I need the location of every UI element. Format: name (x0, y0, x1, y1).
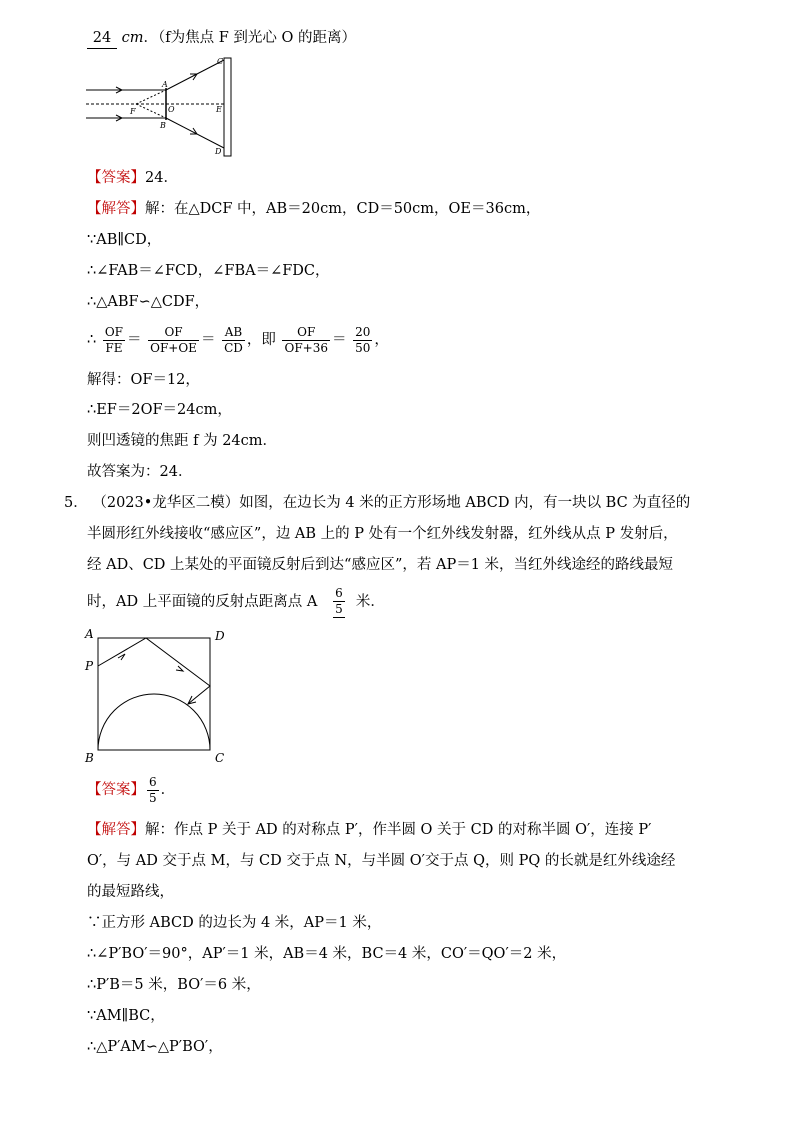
q5-solution-2: O′，与 AD 交于点 M，与 CD 交于点 N，与半圆 O′交于点 Q，则 PQ 的长就是红外线途经 (87, 853, 676, 869)
note: ．（f为焦点 F 到光心 O 的距离） (143, 30, 356, 46)
q4-solution-intro: 【解答】解：在△DCF 中，AB＝20cm，CD＝50cm，OE＝36cm， (87, 201, 541, 217)
q5-line-3: 经 AD、CD 上某处的平面镜反射后到达“感应区”，若 AP＝1 米，当红外线途经的路线最短 (87, 557, 674, 573)
q5-solution-8: ∴△P′AM∽△P′BO′， (87, 1039, 223, 1055)
label-a: A (162, 80, 168, 89)
q4-step-2: ∴∠FAB＝∠FCD，∠FBA＝∠FDC， (87, 263, 330, 279)
q5-solution-6: ∴P′B＝5 米，BO′＝6 米， (87, 977, 261, 993)
answer-label: 【答案】 (87, 782, 145, 798)
label-f: F (130, 107, 136, 116)
label-e: E (216, 105, 222, 114)
q5-solution-7: ∵AM∥BC， (87, 1008, 165, 1024)
question-number: 5． (64, 495, 88, 511)
answer-label: 【答案】 (87, 170, 145, 186)
q5-answer: 【答案】 $\frac{6}{5}$ ． (87, 774, 176, 805)
label-d: D (215, 629, 225, 643)
blank-answer: $\frac{6}{5}$ (335, 586, 343, 616)
label-o: O (168, 105, 175, 114)
q4-final: 故答案为：24． (87, 464, 193, 480)
q5-solution-1: 【解答】解：作点 P 关于 AD 的对称点 P′，作半圆 O 关于 CD 的对称半圆 O′，连接 P′ (87, 822, 652, 838)
label-b: B (85, 751, 94, 765)
label-b: B (160, 121, 166, 130)
blank-answer: 24 (87, 28, 117, 49)
unit: cm (121, 30, 144, 46)
q5-solution-5: ∴∠P′BO′＝90°，AP′＝1 米，AB＝4 米，BC＝4 米，CO′＝QO′＝2 米， (87, 946, 567, 962)
q5-solution-3: 的最短路线， (87, 884, 174, 900)
q4-focal: 则凹透镜的焦距 f 为 24cm． (87, 433, 278, 449)
label-c: C (215, 751, 225, 765)
q5-line-2: 半圆形红外线接收“感应区”，边 AB 上的 P 处有一个红外线发射器，红外线从点 P 发射后， (87, 526, 678, 542)
label-p: P (85, 659, 94, 673)
top-line (87, 28, 356, 49)
square-figure (84, 626, 234, 766)
label-c: C (217, 57, 224, 66)
q5-solution-4: ∵正方形 ABCD 的边长为 4 米，AP＝1 米， (87, 915, 382, 931)
answer-value: 24． (145, 170, 178, 186)
fraction: $\frac{OF}{FE}$ (104, 324, 124, 355)
q5-line-1: 5． （2023•龙华区二模）如图，在边长为 4 米的正方形场地 ABCD 内，有一块以 BC 为直径的 (64, 495, 691, 511)
q5-line-4: 时，AD 上平面镜的反射点距离点 A $\frac{6}{5}$ 米． (87, 584, 385, 620)
solution-label: 【解答】 (87, 822, 145, 838)
label-a: A (85, 627, 94, 641)
fraction: $\frac{AB}{CD}$ (224, 324, 243, 355)
lens-figure (86, 54, 246, 160)
solution-label: 【解答】 (87, 201, 145, 217)
fraction: $\frac{20}{50}$ (355, 324, 371, 355)
fraction: $\frac{OF}{OF+OE}$ (150, 324, 197, 355)
q4-solve: 解得：OF＝12， (87, 372, 200, 388)
q4-step-3: ∴△ABF∽△CDF， (87, 294, 210, 310)
fraction: $\frac{OF}{OF+36}$ (284, 324, 328, 355)
q4-answer (87, 168, 178, 188)
q4-ratio-line: ∴ $\frac{OF}{FE}$ ＝ $\frac{OF}{OF+OE}$ ＝ $\frac{AB}{CD}$ ，即 $\frac{OF}{OF+36}$ ＝ $\frac{20}{50}$ ， (87, 324, 389, 355)
label-d: D (215, 147, 222, 156)
q4-step-1: ∵AB∥CD， (87, 232, 162, 248)
q4-ef: ∴EF＝2OF＝24cm， (87, 402, 232, 418)
